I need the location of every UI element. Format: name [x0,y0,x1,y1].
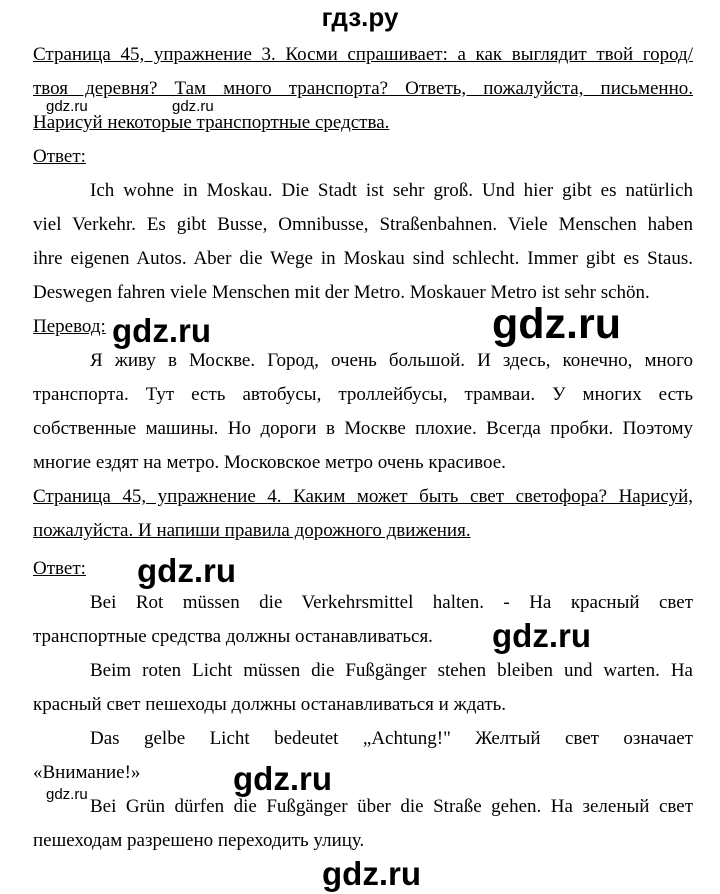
exercise-3-task-line-3: Нарисуй некоторые транспортные средства. [33,112,390,133]
exercise-3-answer-label: Ответ: [33,146,86,167]
exercise-3-translation-line-4: многие ездят на метро. Московское метро очень красивое. [33,452,506,473]
exercise-4-answer-line-1: Bei Rot müssen die Verkehrsmittel halten. - На красный свет [90,592,693,613]
exercise-3-answer-line-4: Deswegen fahren viele Menschen mit der Metro. Moskauer Metro ist sehr schön. [33,282,650,303]
exercise-4-answer-line-7: Bei Grün dürfen die Fußgänger über die Straße gehen. На зеленый свет [90,796,693,817]
exercise-3-answer-line-1: Ich wohne in Moskau. Die Stadt ist sehr groß. Und hier gibt es natürlich [90,180,693,201]
exercise-3-translation-line-3: собственные машины. Но дороги в Москве плохие. Всегда пробки. Поэтому [33,418,693,439]
document-body [33,38,693,858]
exercise-4-answer-line-6: «Внимание!» [33,762,141,783]
watermark: gdz.ru [46,98,88,115]
exercise-4-answer-line-3: Beim roten Licht müssen die Fußgänger stehen bleiben und warten. На [90,660,693,681]
exercise-3-translation-line-1: Я живу в Москве. Город, очень большой. И здесь, конечно, много [90,350,693,371]
watermark: gdz.ru [137,552,236,589]
exercise-4-answer-line-8: пешеходам разрешено переходить улицу. [33,830,365,851]
exercise-4-answer-line-4: красный свет пешеходы должны останавливаться и ждать. [33,694,507,715]
exercise-3-answer-line-3: ihre eigenen Autos. Aber die Wege in Moskau sind schlecht. Immer gibt es Staus. [33,248,693,269]
exercise-4-task-line-2: пожалуйста. И напиши правила дорожного движения. [33,520,471,541]
exercise-4-answer-line-2: транспортные средства должны останавливаться. [33,626,433,647]
exercise-4-answer-line-5: Das gelbe Licht bedeutet „Achtung!" Желтый свет означает [90,728,693,749]
exercise-3-answer-line-2: viel Verkehr. Es gibt Busse, Omnibusse, Straßenbahnen. Viele Menschen haben [33,214,693,235]
exercise-3-translation-label: Перевод: [33,316,106,337]
watermark: gdz.ru [112,312,211,349]
watermark: gdz.ru [233,760,332,797]
exercise-4-task-line-1: Страница 45, упражнение 4. Каким может быть свет светофора? Нарисуй, [33,486,693,507]
watermark: gdz.ru [492,300,621,348]
exercise-3-task-line-1: Страница 45, упражнение 3. Косми спрашивает: а как выглядит твой город/ [33,44,693,65]
exercise-3-task-line-2: твоя деревня? Там много транспорта? Ответь, пожалуйста, письменно. [33,78,693,99]
exercise-4-answer-label: Ответ: [33,558,86,579]
watermark: gdz.ru [322,855,421,892]
watermark: gdz.ru [46,786,88,803]
exercise-3-translation-line-2: транспорта. Тут есть автобусы, троллейбусы, трамваи. У многих есть [33,384,693,405]
watermark: gdz.ru [492,617,591,654]
site-title: гдз.ру [321,2,399,32]
watermark: gdz.ru [172,98,214,115]
